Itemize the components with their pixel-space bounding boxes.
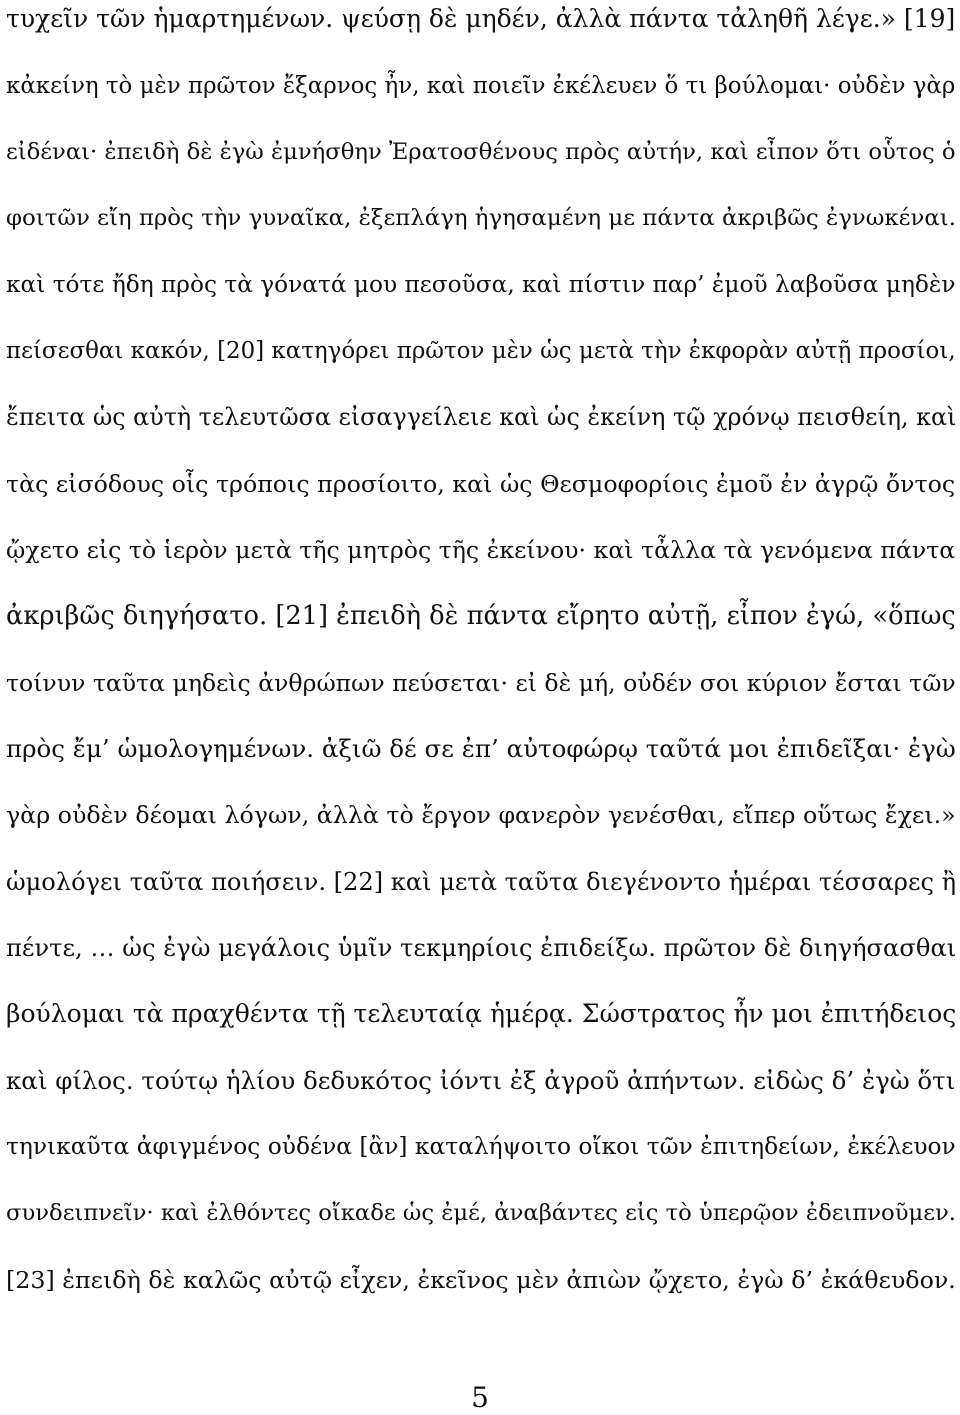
text-line-10: ἀκριβῶς διηγήσατο. [21] ἐπειδὴ δὲ πάντα εἴρητο αὐτῇ, εἶπον ἐγώ, «ὅπως	[6, 601, 956, 631]
text-line-16: βούλομαι τὰ πραχθέντα τῇ τελευταίᾳ ἡμέρᾳ. Σώστρατος ἦν μοι ἐπιτήδειος	[6, 999, 957, 1028]
text-line-11: τοίνυν ταῦτα μηδεὶς ἀνθρώπων πεύσεται· εἰ δὲ μή, οὐδέν σοι κύριον ἔσται τῶν	[6, 669, 956, 697]
text-line-20: [23] ἐπειδὴ δὲ καλῶς αὐτῷ εἶχεν, ἐκεῖνος μὲν ἀπιὼν ᾤχετο, ἐγὼ δ’ ἐκάθευδον.	[6, 1266, 956, 1294]
text-line-9: ᾤχετο εἰς τὸ ἱερὸν μετὰ τῆς μητρὸς τῆς ἐκείνου· καὶ τἆλλα τὰ γενόμενα πάντα	[6, 536, 956, 564]
text-line-6: πείσεσθαι κακόν, [20] κατηγόρει πρῶτον μὲν ὡς μετὰ τὴν ἐκφορὰν αὐτῇ προσίοι,	[6, 338, 956, 364]
text-line-19: συνδειπνεῖν· καὶ ἐλθόντες οἴκαδε ὡς ἐμέ, ἀναβάντες εἰς τὸ ὑπερῷον ἐδειπνοῦμεν.	[6, 1200, 956, 1226]
text-line-8: τὰς εἰσόδους οἷς τρόποις προσίοιτο, καὶ ὡς Θεσμοφορίοις ἐμοῦ ἐν ἀγρῷ ὄντος	[6, 470, 956, 498]
text-line-5: καὶ τότε ἤδη πρὸς τὰ γόνατά μου πεσοῦσα, καὶ πίστιν παρ’ ἐμοῦ λαβοῦσα μηδὲν	[6, 271, 956, 298]
text-line-12: πρὸς ἔμ’ ὡμολογημένων. ἀξιῶ δέ σε ἐπ’ αὐτοφώρῳ ταῦτά μοι ἐπιδεῖξαι· ἐγὼ	[6, 734, 956, 763]
text-line-14: ὡμολόγει ταῦτα ποιήσειν. [22] καὶ μετὰ ταῦτα διεγένοντο ἡμέραι τέσσαρες ἢ	[6, 868, 957, 896]
text-line-13: γὰρ οὐδὲν δέομαι λόγων, ἀλλὰ τὸ ἔργον φανερὸν γενέσθαι, εἴπερ οὕτως ἔχει.»	[6, 801, 956, 829]
page-number: 5	[471, 1381, 489, 1414]
text-line-3: εἰδέναι· ἐπειδὴ δὲ ἐγὼ ἐμνήσθην Ἐρατοσθένους πρὸς αὐτήν, καὶ εἶπον ὅτι οὗτος ὁ	[6, 139, 956, 165]
text-line-18: τηνικαῦτα ἀφιγμένος οὐδένα [ἂν] καταλήψοιτο οἴκοι τῶν ἐπιτηδείων, ἐκέλευον	[6, 1133, 956, 1160]
text-line-1: τυχεῖν τῶν ἡμαρτημένων. ψεύσῃ δὲ μηδέν, ἀλλὰ πάντα τἀληθῆ λέγε.» [19]	[6, 4, 956, 33]
text-line-2: κἀκείνη τὸ μὲν πρῶτον ἔξαρνος ἦν, καὶ ποιεῖν ἐκέλευεν ὅ τι βούλομαι· οὐδὲν γὰρ	[6, 73, 956, 99]
text-line-15: πέντε, … ὡς ἐγὼ μεγάλοις ὑμῖν τεκμηρίοις ἐπιδείξω. πρῶτον δὲ διηγήσασθαι	[6, 934, 957, 962]
text-line-4: φοιτῶν εἴη πρὸς τὴν γυναῖκα, ἐξεπλάγη ἡγησαμένη με πάντα ἀκριβῶς ἐγνωκέναι.	[6, 205, 957, 231]
text-line-17: καὶ φίλος. τούτῳ ἡλίου δεδυκότος ἰόντι ἐξ ἀγροῦ ἀπήντων. εἰδὼς δ’ ἐγὼ ὅτι	[6, 1066, 956, 1095]
text-line-7: ἔπειτα ὡς αὐτὴ τελευτῶσα εἰσαγγείλειε καὶ ὡς ἐκείνη τῷ χρόνῳ πεισθείη, καὶ	[6, 403, 957, 431]
